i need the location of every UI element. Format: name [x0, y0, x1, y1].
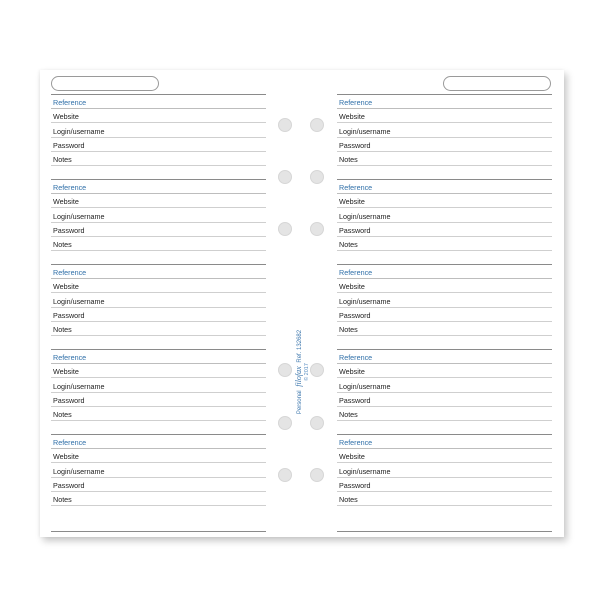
record-field-login-username[interactable] [51, 463, 266, 477]
field-label: Reference [339, 183, 373, 193]
field-label: Website [339, 112, 365, 122]
record-field-reference[interactable] [337, 435, 552, 449]
record-field-password[interactable] [51, 308, 266, 322]
field-label: Login/username [53, 466, 105, 476]
password-record [51, 94, 266, 179]
record-field-reference[interactable] [51, 265, 266, 279]
field-label: Notes [53, 239, 72, 249]
password-record [337, 94, 552, 179]
punch-hole [278, 118, 292, 132]
field-label: Reference [339, 353, 373, 363]
record-field-website[interactable] [51, 364, 266, 378]
field-label: Website [339, 452, 365, 462]
field-label: Notes [339, 494, 358, 504]
punch-hole [278, 416, 292, 430]
field-label: Password [53, 140, 85, 150]
field-label: Notes [339, 239, 358, 249]
field-label: Reference [53, 353, 87, 363]
record-field-password[interactable] [51, 393, 266, 407]
field-label: Password [339, 140, 371, 150]
record-field-password[interactable] [337, 478, 552, 492]
left-header-box [51, 76, 159, 91]
field-label: Login/username [53, 211, 105, 221]
record-field-notes[interactable] [337, 492, 552, 506]
field-label: Password [339, 480, 371, 490]
field-label: Password [339, 310, 371, 320]
field-label: Password [53, 225, 85, 235]
password-record [337, 434, 552, 519]
field-label: Notes [339, 409, 358, 419]
record-field-reference[interactable] [51, 350, 266, 364]
record-field-website[interactable] [51, 449, 266, 463]
punch-hole [310, 416, 324, 430]
punch-hole [310, 170, 324, 184]
field-label: Notes [53, 409, 72, 419]
field-label: Website [53, 112, 79, 122]
record-field-password[interactable] [51, 223, 266, 237]
record-field-notes[interactable] [337, 237, 552, 251]
record-field-notes[interactable] [337, 407, 552, 421]
refill-sheet [40, 70, 564, 537]
record-field-password[interactable] [51, 138, 266, 152]
field-label: Login/username [339, 211, 391, 221]
field-label: Website [53, 452, 79, 462]
record-field-password[interactable] [337, 308, 552, 322]
record-field-login-username[interactable] [337, 208, 552, 222]
password-record [51, 349, 266, 434]
field-label: Notes [53, 494, 72, 504]
punch-hole [310, 468, 324, 482]
field-label: Notes [53, 154, 72, 164]
field-label: Notes [339, 154, 358, 164]
record-field-website[interactable] [51, 194, 266, 208]
record-field-reference[interactable] [337, 350, 552, 364]
field-label: Login/username [339, 466, 391, 476]
field-label: Password [53, 480, 85, 490]
record-field-reference[interactable] [51, 180, 266, 194]
field-label: Notes [53, 324, 72, 334]
record-field-notes[interactable] [337, 152, 552, 166]
record-field-website[interactable] [337, 194, 552, 208]
field-label: Password [339, 225, 371, 235]
left-column [51, 94, 266, 532]
column-end-rule [51, 531, 266, 532]
record-field-website[interactable] [51, 279, 266, 293]
record-field-reference[interactable] [337, 180, 552, 194]
record-field-notes[interactable] [51, 152, 266, 166]
record-field-website[interactable] [337, 279, 552, 293]
field-label: Password [339, 395, 371, 405]
record-field-notes[interactable] [51, 407, 266, 421]
record-field-notes[interactable] [51, 237, 266, 251]
punch-hole [278, 363, 292, 377]
record-field-website[interactable] [337, 449, 552, 463]
field-label: Reference [339, 268, 373, 278]
record-field-password[interactable] [51, 478, 266, 492]
field-label: Login/username [53, 296, 105, 306]
password-record [51, 434, 266, 519]
record-field-notes[interactable] [51, 322, 266, 336]
field-label: Notes [339, 324, 358, 334]
record-field-notes[interactable] [337, 322, 552, 336]
record-field-login-username[interactable] [51, 293, 266, 307]
record-field-website[interactable] [51, 109, 266, 123]
field-label: Reference [53, 98, 87, 108]
record-field-login-username[interactable] [337, 378, 552, 392]
right-header-box [443, 76, 551, 91]
password-record [337, 264, 552, 349]
field-label: Reference [53, 183, 87, 193]
field-label: Website [53, 367, 79, 377]
record-field-website[interactable] [337, 109, 552, 123]
record-field-login-username[interactable] [51, 208, 266, 222]
field-label: Login/username [339, 126, 391, 136]
record-field-reference[interactable] [337, 95, 552, 109]
punch-hole [310, 363, 324, 377]
imprint-size: Personal [297, 390, 303, 415]
record-field-password[interactable] [337, 393, 552, 407]
record-field-login-username[interactable] [337, 123, 552, 137]
field-label: Password [53, 395, 85, 405]
field-label: Reference [53, 438, 87, 448]
field-label: Website [53, 197, 79, 207]
record-field-notes[interactable] [51, 492, 266, 506]
field-label: Login/username [53, 126, 105, 136]
punch-hole [278, 468, 292, 482]
brand-logo: filofax [294, 366, 303, 387]
right-column [337, 94, 552, 532]
record-field-login-username[interactable] [51, 378, 266, 392]
imprint-copyright: © 2017 [304, 363, 310, 381]
record-field-login-username[interactable] [337, 293, 552, 307]
column-end-rule [337, 531, 552, 532]
field-label: Reference [339, 438, 373, 448]
record-field-login-username[interactable] [337, 463, 552, 477]
record-field-reference[interactable] [337, 265, 552, 279]
record-field-login-username[interactable] [51, 123, 266, 137]
password-record [51, 179, 266, 264]
field-label: Website [53, 282, 79, 292]
punch-hole [310, 222, 324, 236]
record-field-reference[interactable] [51, 435, 266, 449]
field-label: Website [339, 197, 365, 207]
record-field-password[interactable] [337, 223, 552, 237]
field-label: Login/username [339, 296, 391, 306]
record-field-reference[interactable] [51, 95, 266, 109]
punch-hole [278, 222, 292, 236]
record-field-website[interactable] [337, 364, 552, 378]
field-label: Website [339, 367, 365, 377]
password-record [337, 179, 552, 264]
field-label: Password [53, 310, 85, 320]
field-label: Reference [53, 268, 87, 278]
field-label: Reference [339, 98, 373, 108]
punch-hole [278, 170, 292, 184]
field-label: Website [339, 282, 365, 292]
password-record [51, 264, 266, 349]
field-label: Login/username [339, 381, 391, 391]
record-field-password[interactable] [337, 138, 552, 152]
password-record [337, 349, 552, 434]
punch-hole [310, 118, 324, 132]
field-label: Login/username [53, 381, 105, 391]
imprint-ref: Ref. 132682 [297, 329, 303, 363]
